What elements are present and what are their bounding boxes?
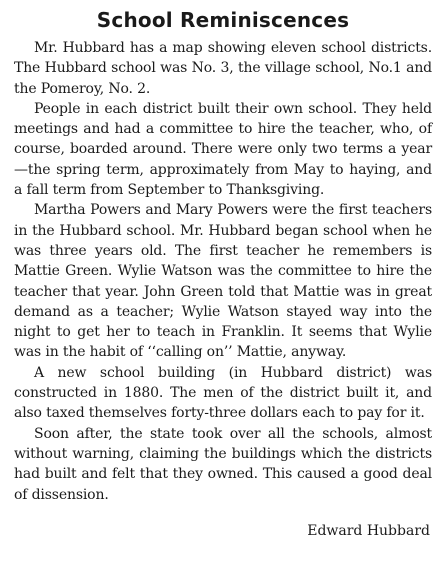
article — [14, 8, 432, 539]
paragraph: Martha Powers and Mary Powers were the first teachers in the Hubbard school. Mr. Hubbard began school when he was three years old. The first teacher he remembers is Mattie Green. Wylie Watson was the committee to hire the teacher that year. John Green told that Mattie was in great demand as a teacher; Wylie Watson stayed way into the night to get her to teach in Franklin. It seems that Wylie was in the habit of ‘‘calling on’’ Mattie, anyway. — [14, 202, 432, 361]
paragraph: A new school building (in Hubbard district) was constructed in 1880. The men of the district built it, and also taxed themselves forty-three dollars each to pay for it. — [14, 364, 432, 422]
paragraph: Mr. Hubbard has a map showing eleven school districts. The Hubbard school was No. 3, the village school, No.1 and the Pomeroy, No. 2. — [14, 40, 432, 97]
paragraph: People in each district built their own school. They held meetings and had a committee to hire the teacher, who, of course, boarded around. There were only two terms a year—the spring term, approximately from May to haying, and a fall term from September to Thanksgiving. — [14, 100, 432, 199]
article-title: School Reminiscences — [96, 8, 350, 32]
paragraph: Soon after, the state took over all the schools, almost without warning, claiming the buildings which the districts had built and felt that they owned. This caused a good deal of dissension. — [14, 425, 432, 503]
author-signature: Edward Hubbard — [307, 522, 430, 539]
